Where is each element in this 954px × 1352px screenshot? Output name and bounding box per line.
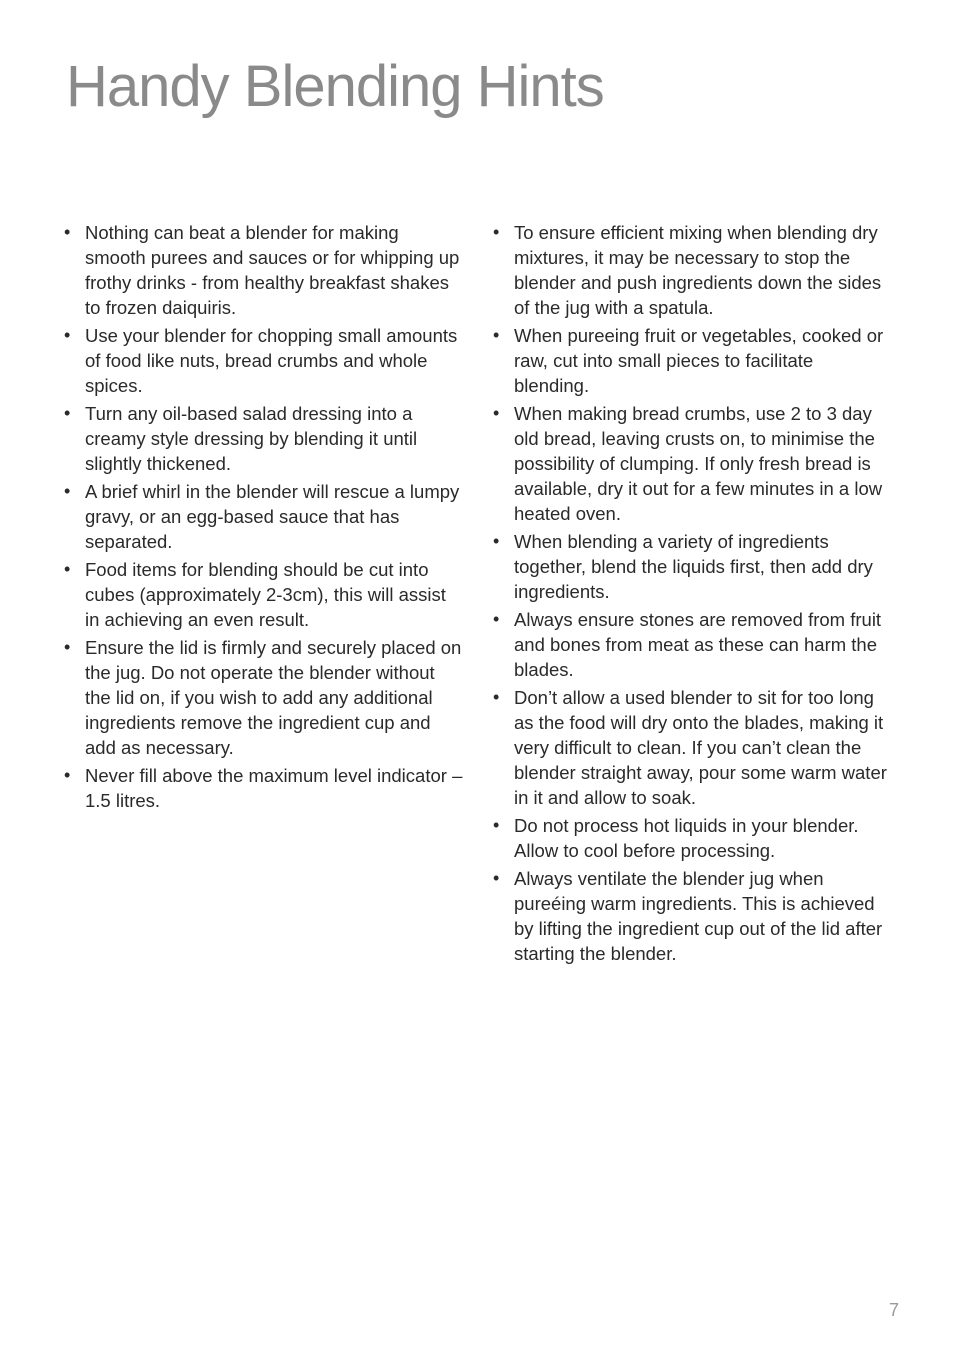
- bullet-icon: •: [64, 222, 71, 242]
- hint-text: To ensure efficient mixing when blending dry mixtures, it may be necessary to stop the blender and push ingredients down the sides of the jug with a spatula.: [514, 222, 882, 318]
- list-item: [493, 813, 893, 863]
- page-number: 7: [888, 1300, 899, 1320]
- list-item: [64, 635, 464, 760]
- bullet-icon: •: [493, 325, 500, 345]
- bullet-icon: •: [493, 687, 500, 707]
- bullet-icon: •: [64, 403, 71, 423]
- hint-text: Turn any oil-based salad dressing into a creamy style dressing by blending it until slightly thickened.: [85, 403, 418, 474]
- hint-text: When blending a variety of ingredients together, blend the liquids first, then add dry ingredients.: [514, 531, 873, 602]
- hint-text: Never fill above the maximum level indicator – 1.5 litres.: [85, 765, 463, 811]
- list-item: [493, 401, 893, 526]
- hint-text: Don’t allow a used blender to sit for too long as the food will dry onto the blades, making it very difficult to clean. If you can’t clean the blender straight away, pour some warm water in it and allow to soak.: [514, 687, 887, 808]
- bullet-icon: •: [493, 609, 500, 629]
- list-item: [64, 220, 464, 320]
- hints-list-right: [493, 220, 893, 969]
- list-item: [493, 866, 893, 966]
- list-item: [493, 685, 893, 810]
- hint-text: When pureeing fruit or vegetables, cooked or raw, cut into small pieces to facilitate blending.: [514, 325, 884, 396]
- bullet-icon: •: [493, 868, 500, 888]
- bullet-icon: •: [493, 222, 500, 242]
- bullet-icon: •: [493, 403, 500, 423]
- list-item: [493, 220, 893, 320]
- list-item: [493, 529, 893, 604]
- list-item: [64, 763, 464, 813]
- hint-text: Do not process hot liquids in your blender. Allow to cool before processing.: [514, 815, 859, 861]
- list-item: [493, 323, 893, 398]
- page-title: Handy Blending Hints: [66, 54, 604, 119]
- hint-text: Always ventilate the blender jug when pureéing warm ingredients. This is achieved by lifting the ingredient cup out of the lid after starting the blender.: [514, 868, 883, 964]
- bullet-icon: •: [64, 481, 71, 501]
- hint-text: A brief whirl in the blender will rescue a lumpy gravy, or an egg-based sauce that has separated.: [85, 481, 460, 552]
- hints-list-left: [64, 220, 464, 816]
- list-item: [64, 557, 464, 632]
- list-item: [493, 607, 893, 682]
- bullet-icon: •: [64, 559, 71, 579]
- hint-text: Nothing can beat a blender for making smooth purees and sauces or for whipping up frothy drinks - from healthy breakfast shakes to frozen daiquiris.: [85, 222, 460, 318]
- hint-text: Food items for blending should be cut into cubes (approximately 2-3cm), this will assist in achieving an even result.: [85, 559, 446, 630]
- hint-text: When making bread crumbs, use 2 to 3 day old bread, leaving crusts on, to minimise the possibility of clumping. If only fresh bread is available, dry it out for a few minutes in a low heated oven.: [514, 403, 883, 524]
- hint-text: Always ensure stones are removed from fruit and bones from meat as these can harm the blades.: [514, 609, 882, 680]
- list-item: [64, 479, 464, 554]
- hint-text: Use your blender for chopping small amounts of food like nuts, bread crumbs and whole spices.: [85, 325, 458, 396]
- list-item: [64, 401, 464, 476]
- bullet-icon: •: [64, 325, 71, 345]
- bullet-icon: •: [64, 765, 71, 785]
- hint-text: Ensure the lid is firmly and securely placed on the jug. Do not operate the blender without the lid on, if you wish to add any additional ingredients remove the ingredient cup and add as necessary.: [85, 637, 462, 758]
- list-item: [64, 323, 464, 398]
- bullet-icon: •: [493, 531, 500, 551]
- bullet-icon: •: [493, 815, 500, 835]
- bullet-icon: •: [64, 637, 71, 657]
